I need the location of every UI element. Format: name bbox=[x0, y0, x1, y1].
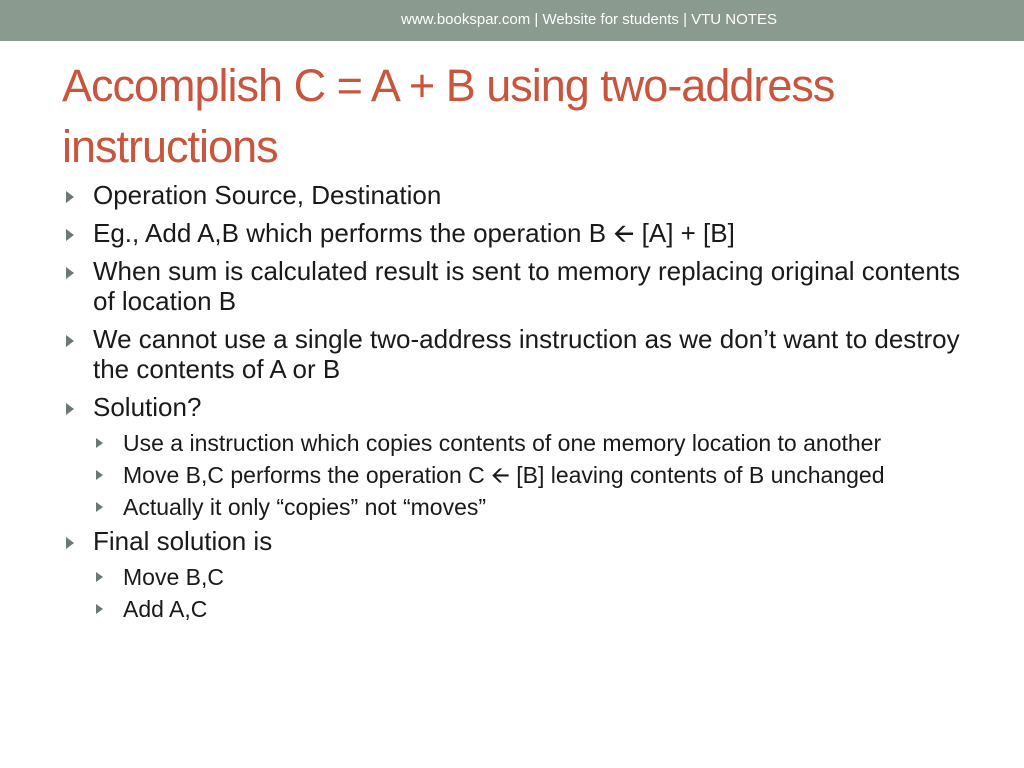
sub-bullet-item bbox=[92, 564, 962, 590]
bullet-text: Move B,C bbox=[123, 564, 224, 590]
bullet-text: Use a instruction which copies contents of one memory location to another bbox=[123, 430, 882, 456]
sub-bullet-item bbox=[92, 494, 962, 520]
bullet-text: We cannot use a single two-address instruction as we don’t want to destroy the contents of A or B bbox=[93, 324, 960, 384]
sub-bullet-item bbox=[92, 462, 962, 488]
header-bar bbox=[0, 0, 1024, 41]
triangle-bullet-icon bbox=[66, 537, 74, 549]
bullet-text: Final solution is bbox=[93, 526, 273, 556]
bullet-text: Eg., Add A,B which performs the operation B 🡨 [A] + [B] bbox=[93, 218, 735, 248]
triangle-bullet-icon bbox=[66, 229, 74, 241]
triangle-bullet-icon bbox=[66, 191, 74, 203]
bullet-text: Solution? bbox=[93, 392, 202, 422]
bullet-item bbox=[62, 256, 962, 316]
bullet-text: Actually it only “copies” not “moves” bbox=[123, 494, 487, 520]
bullet-item bbox=[62, 392, 962, 422]
bullet-text: Add A,C bbox=[123, 596, 208, 622]
bullet-text: When sum is calculated result is sent to memory replacing original contents of location B bbox=[93, 256, 961, 316]
bullet-text: Operation Source, Destination bbox=[93, 180, 442, 210]
slide-title: Accomplish C = A + B using two-address instructions bbox=[62, 60, 835, 172]
sub-bullet-item bbox=[92, 596, 962, 622]
bullet-item bbox=[62, 324, 962, 384]
triangle-bullet-icon bbox=[96, 438, 103, 448]
bullet-text: Move B,C performs the operation C 🡨 [B] leaving contents of B unchanged bbox=[123, 462, 885, 488]
triangle-bullet-icon bbox=[96, 470, 103, 480]
bullet-item bbox=[62, 218, 962, 248]
header-text: www.bookspar.com | Website for students | VTU NOTES bbox=[401, 11, 777, 28]
triangle-bullet-icon bbox=[96, 572, 103, 582]
bullet-item bbox=[62, 526, 962, 556]
triangle-bullet-icon bbox=[96, 604, 103, 614]
triangle-bullet-icon bbox=[96, 502, 103, 512]
triangle-bullet-icon bbox=[66, 267, 74, 279]
triangle-bullet-icon bbox=[66, 335, 74, 347]
triangle-bullet-icon bbox=[66, 403, 74, 415]
bullet-item bbox=[62, 180, 962, 210]
bullet-list bbox=[62, 180, 962, 628]
sub-bullet-item bbox=[92, 430, 962, 456]
